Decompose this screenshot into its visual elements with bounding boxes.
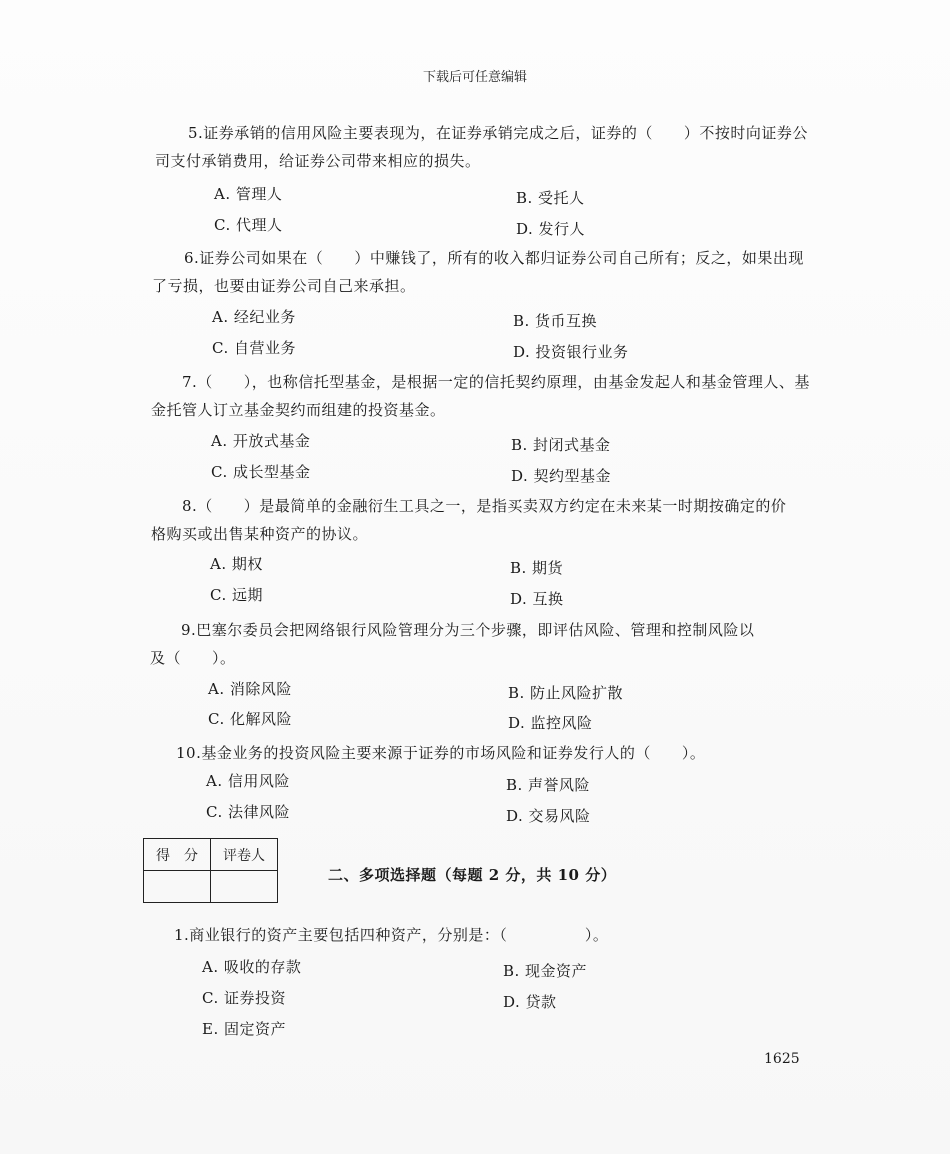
question-7-option-c: C. 成长型基金	[211, 463, 311, 481]
question-5-option-d: D. 发行人	[516, 220, 586, 238]
question-5-option-b: B. 受托人	[516, 189, 585, 207]
question-7-option-a: A. 开放式基金	[211, 432, 311, 450]
question-7-option-b: B. 封闭式基金	[511, 436, 611, 454]
question-9-option-c: C. 化解风险	[208, 710, 292, 728]
question-5-line-2: 司支付承销费用，给证券公司带来相应的损失。	[155, 152, 481, 170]
multi-question-1-stem: 1.商业银行的资产主要包括四种资产，分别是：（ ）。	[174, 926, 609, 944]
question-5-line-1: 5.证券承销的信用风险主要表现为，在证券承销完成之后，证券的（ ）不按时向证券公	[188, 124, 808, 142]
question-6-option-b: B. 货币互换	[513, 312, 598, 330]
question-5-option-a: A. 管理人	[214, 185, 283, 203]
score-blank-cell	[144, 871, 211, 903]
page-header: 下载后可任意编辑	[422, 70, 527, 85]
question-9-line-1: 9.巴塞尔委员会把网络银行风险管理分为三个步骤，即评估风险、管理和控制风险以	[181, 621, 755, 639]
grader-header-cell: 评卷人	[211, 839, 278, 871]
question-10-option-b: B. 声誉风险	[506, 776, 591, 794]
question-8-option-d: D. 互换	[510, 590, 564, 608]
question-6-line-1: 6.证券公司如果在（ ）中赚钱了，所有的收入都归证券公司自己所有；反之，如果出现	[184, 249, 804, 267]
multi-question-1-option-c: C. 证券投资	[202, 989, 286, 1007]
question-6-line-2: 了亏损，也要由证券公司自己来承担。	[152, 277, 416, 295]
question-8-line-2: 格购买或出售某种资产的协议。	[151, 525, 369, 543]
multi-question-1-option-d: D. 贷款	[503, 993, 557, 1011]
question-9-option-d: D. 监控风险	[508, 714, 593, 732]
question-6-option-d: D. 投资银行业务	[513, 343, 629, 361]
question-8-line-1: 8.（ ）是最简单的金融衍生工具之一，是指买卖双方约定在未来某一时期按确定的价	[182, 497, 787, 515]
score-table	[143, 838, 278, 903]
multi-question-1-option-b: B. 现金资产	[503, 962, 588, 980]
question-9-line-2: 及（ ）。	[150, 649, 236, 667]
question-5-option-c: C. 代理人	[214, 216, 283, 234]
question-10-option-a: A. 信用风险	[206, 772, 290, 790]
question-7-line-1: 7.（ ），也称信托型基金，是根据一定的信托契约原理，由基金发起人和基金管理人、基	[182, 373, 810, 391]
section-2-title: 二、多项选择题（每题 2 分，共 10 分）	[328, 866, 617, 884]
question-6-option-c: C. 自营业务	[212, 339, 296, 357]
multi-question-1-option-e: E. 固定资产	[202, 1020, 286, 1038]
question-7-line-2: 金托管人订立基金契约而组建的投资基金。	[151, 401, 446, 419]
question-10-option-d: D. 交易风险	[506, 807, 591, 825]
question-10-line-1: 10.基金业务的投资风险主要来源于证券的市场风险和证券发行人的（ ）。	[176, 744, 706, 762]
question-7-option-d: D. 契约型基金	[511, 467, 612, 485]
question-9-option-b: B. 防止风险扩散	[508, 684, 624, 702]
question-6-option-a: A. 经纪业务	[212, 308, 296, 326]
question-8-option-b: B. 期货	[510, 559, 564, 577]
grader-blank-cell	[211, 871, 278, 903]
question-9-option-a: A. 消除风险	[208, 680, 292, 698]
question-8-option-a: A. 期权	[210, 555, 263, 573]
multi-question-1-option-a: A. 吸收的存款	[202, 958, 302, 976]
page-number: 1625	[764, 1051, 800, 1067]
score-header-cell: 得 分	[144, 839, 211, 871]
question-8-option-c: C. 远期	[210, 586, 263, 604]
question-10-option-c: C. 法律风险	[206, 803, 290, 821]
